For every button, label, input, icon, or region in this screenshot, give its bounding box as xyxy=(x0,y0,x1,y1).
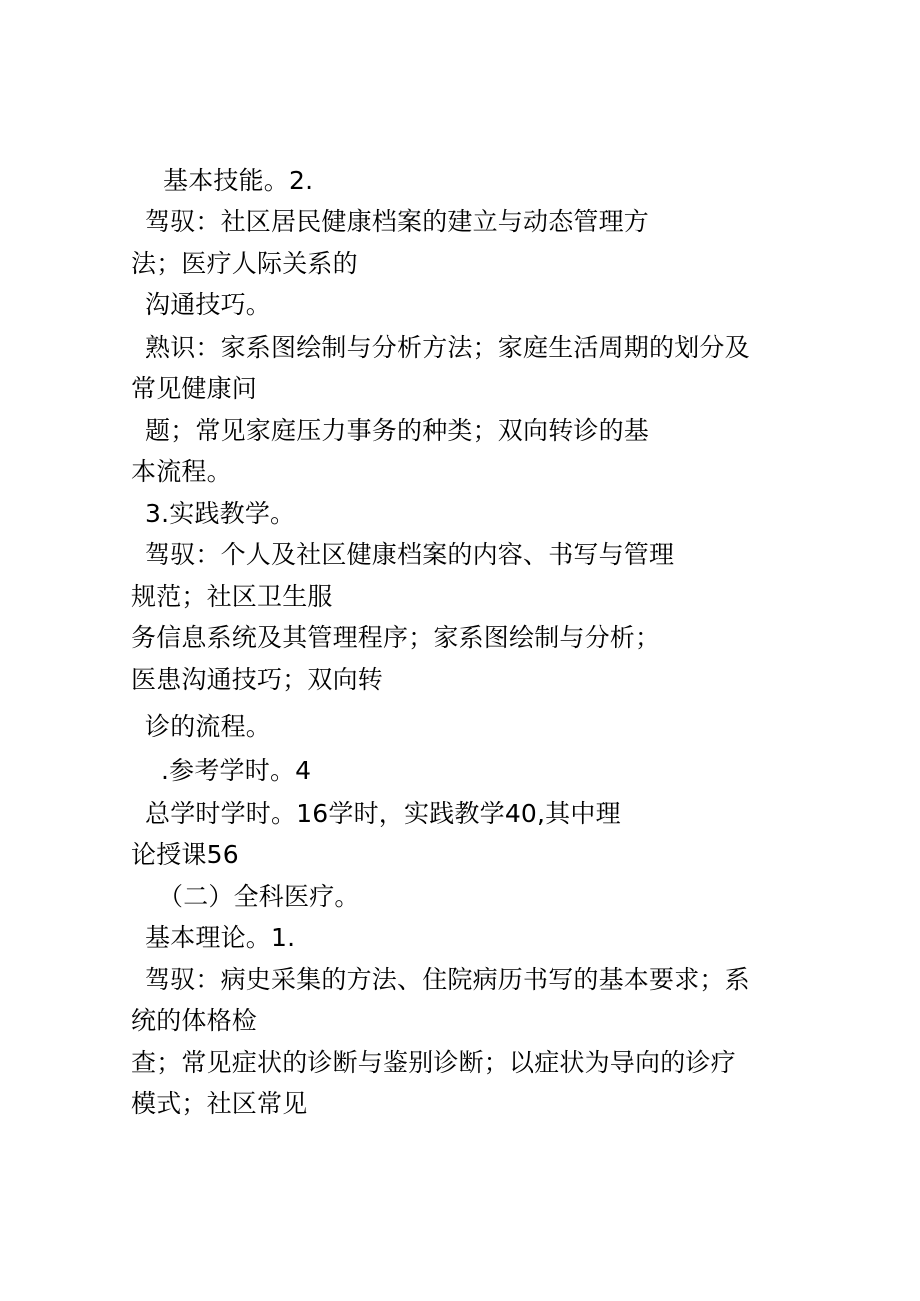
text-line: 法；医疗人际关系的 xyxy=(131,249,358,278)
text-line: 基本理论。1. xyxy=(145,923,296,952)
text-line: 3.实践教学。 xyxy=(145,499,296,528)
text-line: 查；常见症状的诊断与鉴别诊断；以症状为导向的诊疗 xyxy=(131,1048,736,1077)
text-line: 驾驭：个人及社区健康档案的内容、书写与管理 xyxy=(145,540,675,569)
text-line: 统的体格检 xyxy=(131,1006,258,1035)
text-line: 驾驭：社区居民健康档案的建立与动态管理方 xyxy=(145,207,650,236)
text-line: 本流程。 xyxy=(131,457,232,486)
text-line: 总学时学时。16学时，实践教学40,其中理 xyxy=(145,799,621,828)
text-line: 医患沟通技巧；双向转 xyxy=(131,665,384,694)
text-line: 熟识：家系图绘制与分析方法；家庭生活周期的划分及 xyxy=(145,333,750,362)
text-line: 论授课56 xyxy=(131,840,239,869)
text-line: .参考学时。4 xyxy=(161,756,312,785)
text-line: 模式；社区常见 xyxy=(131,1089,308,1118)
text-line: 题；常见家庭压力事务的种类；双向转诊的基 xyxy=(145,416,650,445)
text-line: 沟通技巧。 xyxy=(145,290,272,319)
text-line: （二）全科医疗。 xyxy=(158,882,360,911)
text-line: 基本技能。2. xyxy=(163,166,314,195)
text-line: 常见健康问 xyxy=(131,374,258,403)
text-line: 驾驭：病史采集的方法、住院病历书写的基本要求；系 xyxy=(145,965,750,994)
text-line: 务信息系统及其管理程序；家系图绘制与分析； xyxy=(131,623,661,652)
text-line: 诊的流程。 xyxy=(145,712,272,741)
text-line: 规范；社区卫生服 xyxy=(131,582,333,611)
